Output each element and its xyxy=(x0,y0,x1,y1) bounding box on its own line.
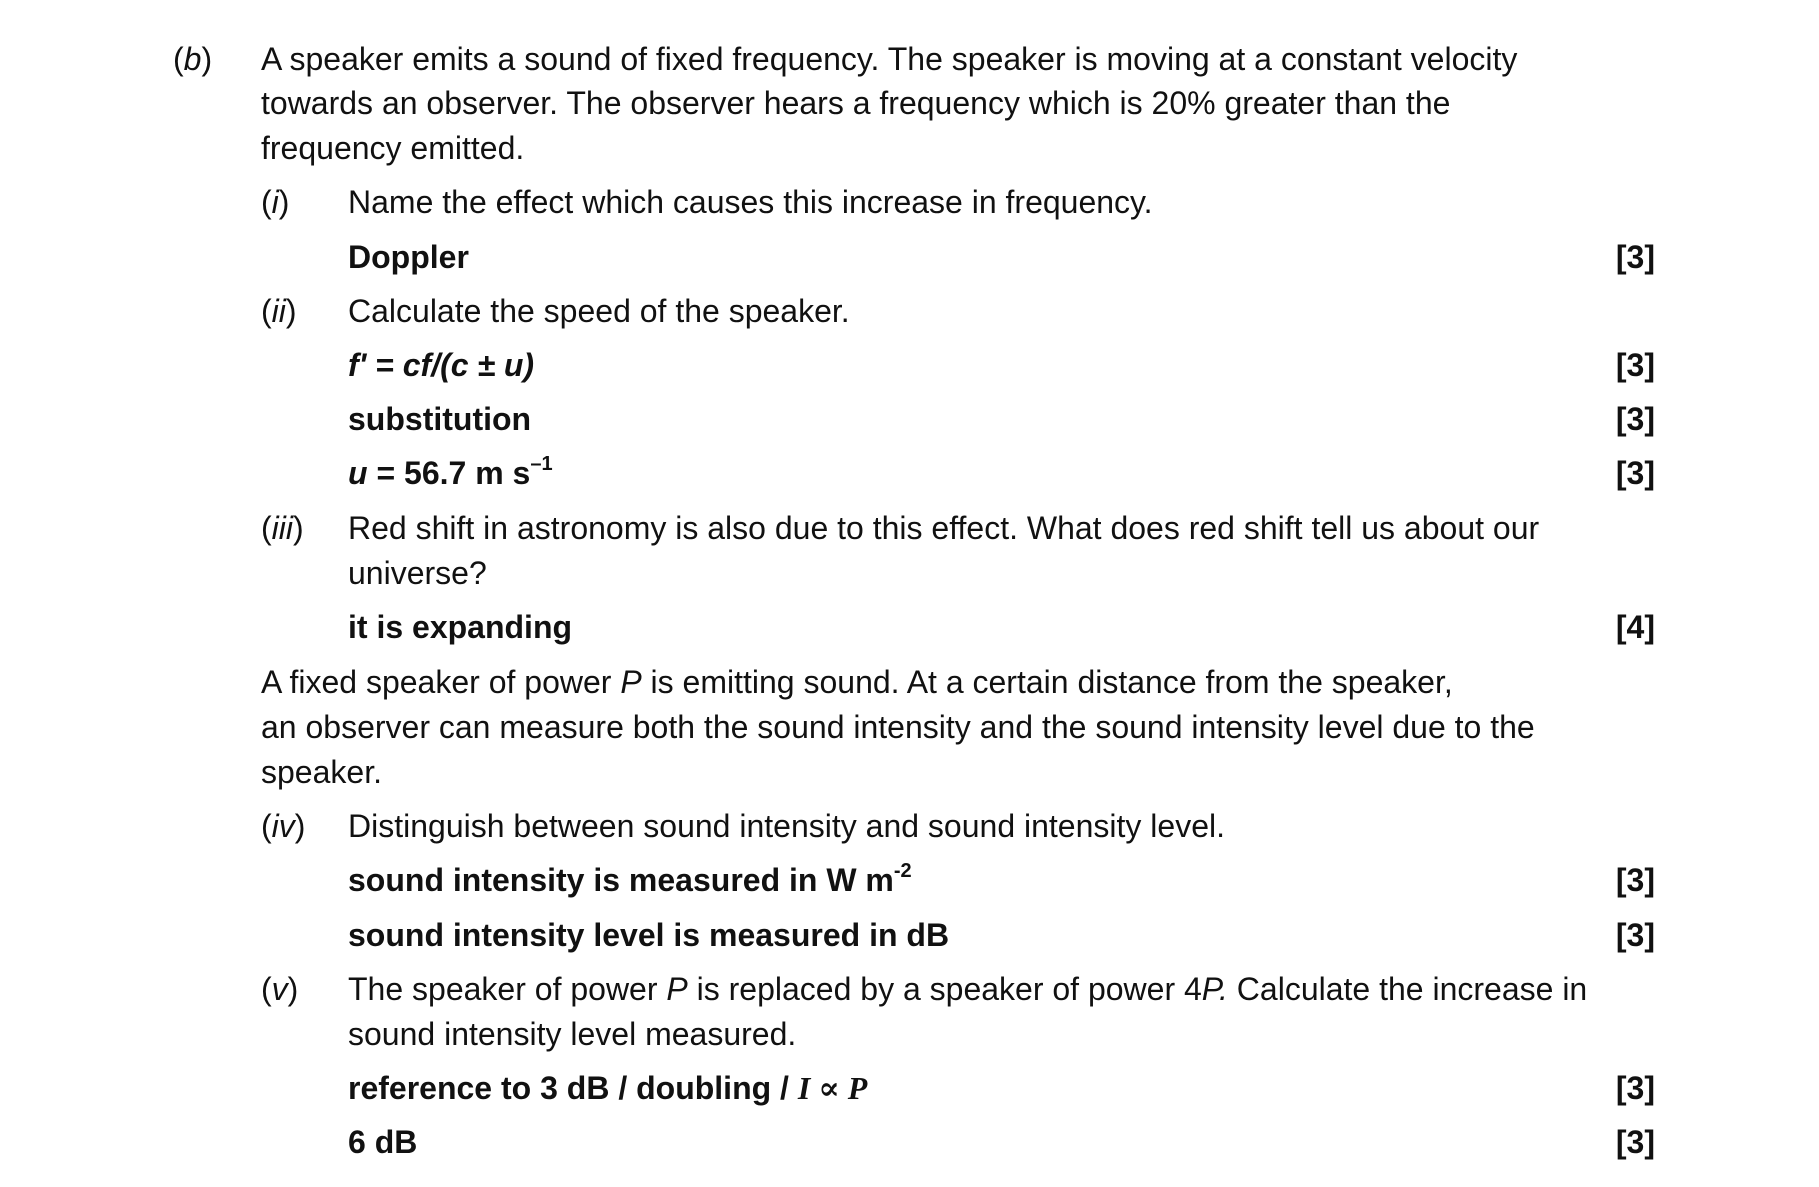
q-v-answer-2: 6 dB xyxy=(348,1124,418,1160)
q-iv-answer-2: sound intensity level is measured in dB xyxy=(348,917,950,953)
q-iv-answer-1: sound intensity is measured in W $m^{-2}$ xyxy=(348,860,912,898)
q-v-question-line-2: sound intensity level measured. xyxy=(348,1016,797,1052)
q-v-answer-1: reference to 3 dB / doubling / I ∝ P xyxy=(348,1070,868,1106)
q-ii-question: Calculate the speed of the speaker. xyxy=(348,293,850,329)
q-ii-result: u = 56.7 m $s^{-1}$ xyxy=(348,453,553,491)
q-iv-answer-2-mark: [3] xyxy=(1615,917,1655,953)
q-ii-formula-mark: [3] xyxy=(1615,347,1655,383)
q-i-question: Name the effect which causes this increase in frequency. xyxy=(348,184,1153,220)
q-ii-substitution-mark: [3] xyxy=(1615,401,1655,437)
part-b-intro-line-1: A speaker emits a sound of fixed frequency. The speaker is moving at a constant velocity xyxy=(261,41,1518,77)
part-b-intro-line-2: towards an observer. The observer hears a frequency which is 20% greater than the xyxy=(261,85,1451,121)
q-iv-answer-1-mark: [3] xyxy=(1615,862,1655,898)
q-iii-question-line-2: universe? xyxy=(348,555,487,591)
q-i-answer: Doppler xyxy=(348,239,469,275)
q-iv-question: Distinguish between sound intensity and sound intensity level. xyxy=(348,808,1225,844)
q-iii-label: (iii) xyxy=(261,510,304,546)
part-b-intro-line-3: frequency emitted. xyxy=(261,130,525,166)
q-iii-question-line-1: Red shift in astronomy is also due to this effect. What does red shift tell us about our xyxy=(348,510,1540,546)
q-iii-answer: it is expanding xyxy=(348,609,573,645)
q-ii-formula: f' = cf/(c ± u) xyxy=(348,347,535,383)
q-iii-mark: [4] xyxy=(1615,609,1655,645)
context-line-3: speaker. xyxy=(261,754,382,790)
q-iv-label: (iv) xyxy=(261,808,306,844)
part-b-label: (b) xyxy=(173,41,213,77)
q-v-label: (v) xyxy=(261,971,299,1007)
proportional-formula: I ∝ P xyxy=(797,1070,868,1106)
q-i-label: (i) xyxy=(261,184,290,220)
q-ii-result-mark: [3] xyxy=(1615,455,1655,491)
q-ii-substitution: substitution xyxy=(348,401,532,437)
q-v-answer-1-mark: [3] xyxy=(1615,1070,1655,1106)
context-line-1: A fixed speaker of power P is emitting sound. At a certain distance from the speaker, xyxy=(261,664,1453,700)
q-i-mark: [3] xyxy=(1615,239,1655,275)
q-v-question-line-1: The speaker of power P is replaced by a speaker of power 4P. Calculate the increase in xyxy=(348,971,1588,1007)
context-line-2: an observer can measure both the sound intensity and the sound intensity level due to the xyxy=(261,709,1535,745)
q-ii-label: (ii) xyxy=(261,293,297,329)
q-v-answer-2-mark: [3] xyxy=(1615,1124,1655,1160)
